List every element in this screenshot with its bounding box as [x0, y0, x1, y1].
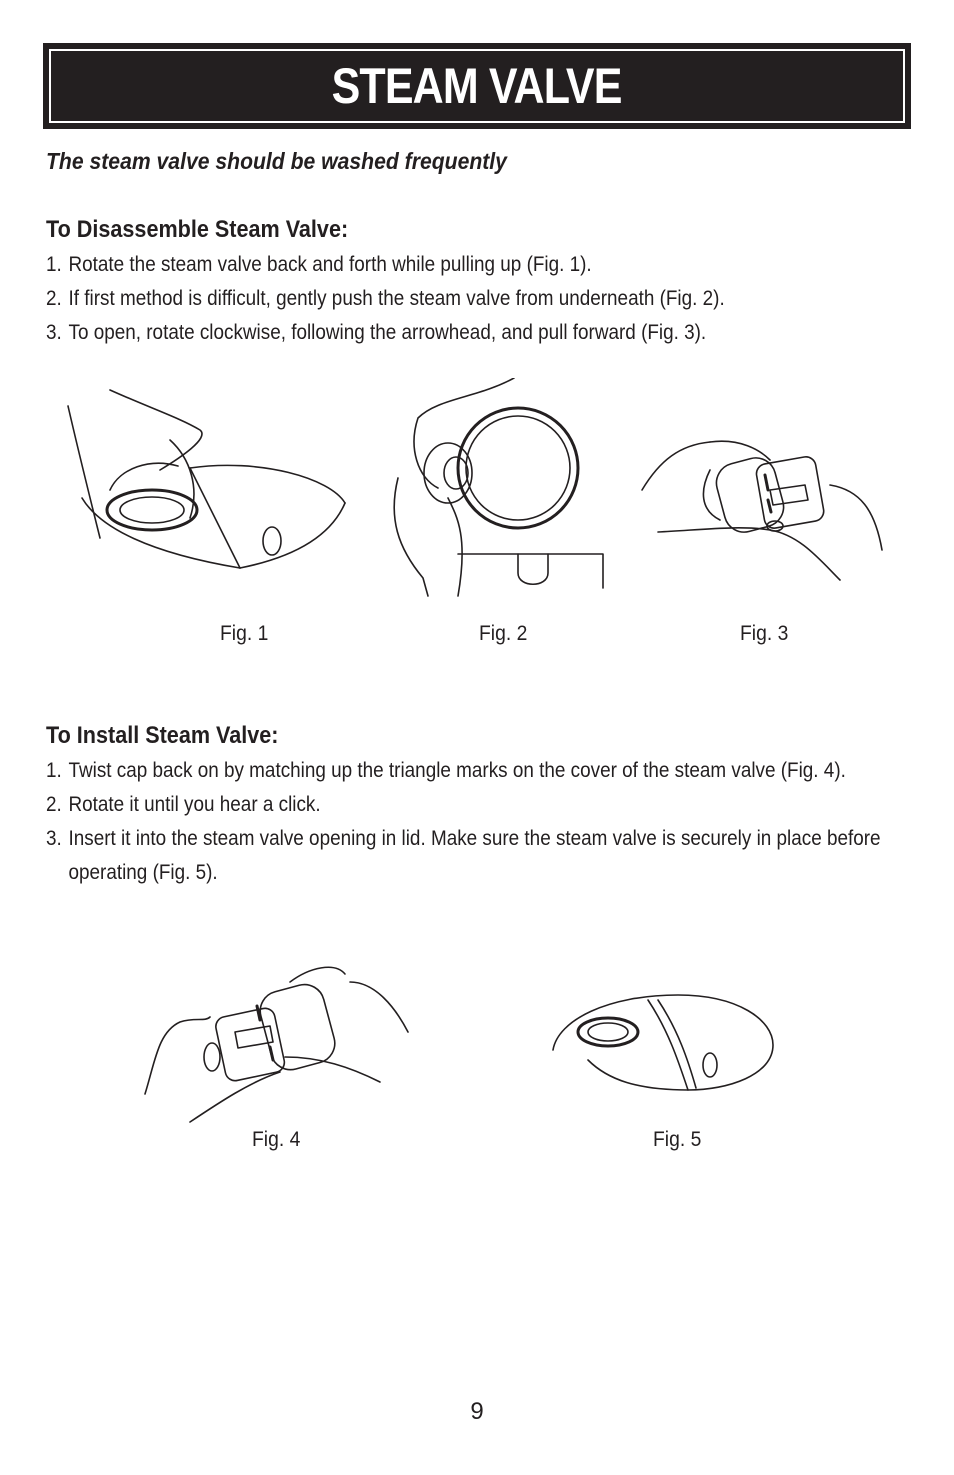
- list-item: 2. Rotate it until you hear a click.: [46, 793, 321, 816]
- list-item: 1. Rotate the steam valve back and forth while pulling up (Fig. 1).: [46, 253, 592, 276]
- fig1-caption: Fig. 1: [220, 622, 269, 645]
- fig3-illustration: [640, 430, 890, 590]
- install-heading: To Install Steam Valve:: [46, 722, 279, 749]
- disassemble-heading: To Disassemble Steam Valve:: [46, 216, 349, 243]
- fig4-illustration: [140, 962, 415, 1127]
- title-banner-border: [49, 49, 905, 123]
- fig5-caption: Fig. 5: [653, 1128, 702, 1151]
- fig2-caption: Fig. 2: [479, 622, 528, 645]
- list-item: 1. Twist cap back on by matching up the triangle marks on the cover of the steam valve (Fig. 4).: [46, 759, 846, 782]
- list-item: 2. If first method is difficult, gently push the steam valve from underneath (Fig. 2).: [46, 287, 725, 310]
- list-item: 3. To open, rotate clockwise, following the arrowhead, and pull forward (Fig. 3).: [46, 321, 707, 344]
- intro-note: The steam valve should be washed frequently: [46, 148, 507, 174]
- list-item: 3. Insert it into the steam valve opening in lid. Make sure the steam valve is securely in place before operating (Fig. 5).: [46, 827, 881, 884]
- title-banner: [43, 43, 911, 129]
- fig3-caption: Fig. 3: [740, 622, 789, 645]
- disassemble-steps: [46, 248, 946, 350]
- fig1-illustration: [60, 378, 350, 578]
- fig4-caption: Fig. 4: [252, 1128, 301, 1151]
- page-title: STEAM VALVE: [332, 58, 622, 114]
- install-steps: [46, 754, 946, 890]
- fig2-illustration: [388, 378, 608, 598]
- fig5-illustration: [548, 990, 778, 1095]
- page-number: 9: [470, 1398, 484, 1425]
